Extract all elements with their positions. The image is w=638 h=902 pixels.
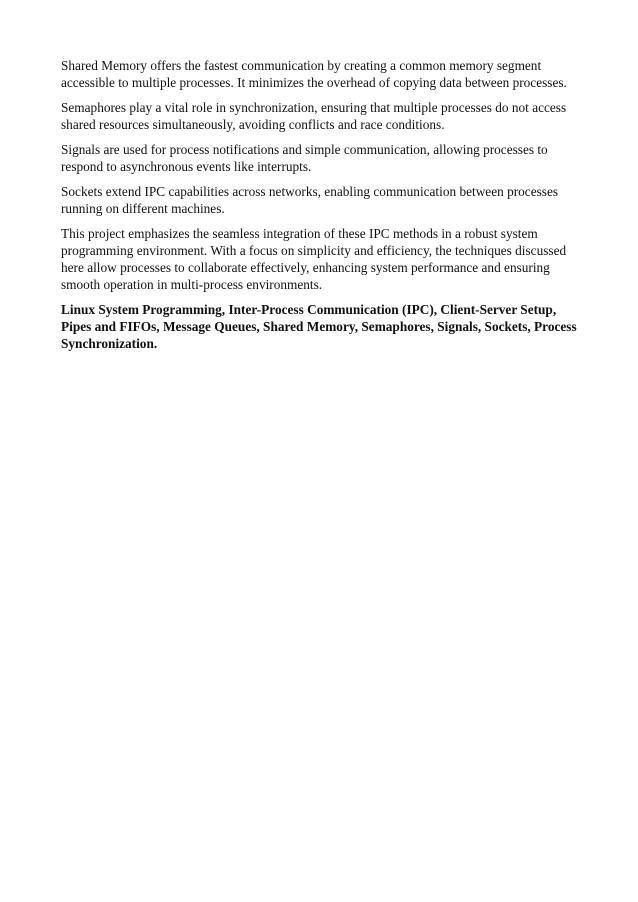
paragraph-project-summary: This project emphasizes the seamless integration of these IPC methods in a robust system programming environment. With a focus on simplicity and efficiency, the techniques discussed here allow processes to collaborate effectively, enhancing system performance and ensuring smooth operation in multi-process environments. <box>61 226 567 292</box>
paragraph-semaphores: Semaphores play a vital role in synchronization, ensuring that multiple processes do not access shared resources simultaneously, avoiding conflicts and race conditions. <box>61 100 567 132</box>
paragraph-signals: Signals are used for process notifications and simple communication, allowing processes to respond to asynchronous events like interrupts. <box>61 142 548 174</box>
keywords-paragraph: Linux System Programming, Inter-Process Communication (IPC), Client-Server Setup, Pipes and FIFOs, Message Queues, Shared Memory, Semaphores, Signals, Sockets, Process Synchronization. <box>61 302 577 351</box>
paragraph-sockets: Sockets extend IPC capabilities across networks, enabling communication between processes running on different machines. <box>61 184 559 216</box>
paragraph-shared-memory: Shared Memory offers the fastest communication by creating a common memory segment accessible to multiple processes. It minimizes the overhead of copying data between processes. <box>61 58 567 90</box>
